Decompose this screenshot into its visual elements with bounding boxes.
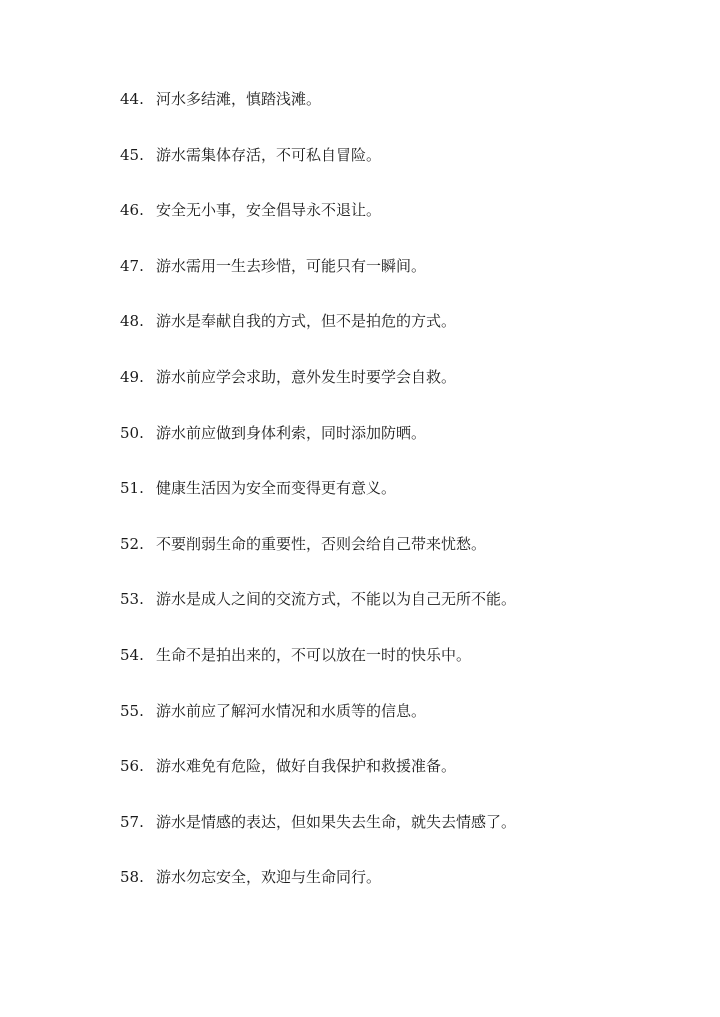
list-item — [120, 255, 680, 311]
item-number: 51. — [120, 479, 144, 498]
item-number: 47. — [120, 256, 144, 275]
list-item — [120, 422, 680, 478]
list-item — [120, 811, 680, 867]
item-text: 游水是成人之间的交流方式，不能以为自己无所不能。 — [156, 590, 517, 609]
item-text: 游水需用一生去珍惜，可能只有一瞬间。 — [156, 256, 427, 275]
item-text: 游水是情感的表达，但如果失去生命，就失去情感了。 — [156, 812, 517, 831]
item-number: 58. — [120, 868, 144, 887]
item-text: 健康生活因为安全而变得更有意义。 — [156, 479, 397, 498]
item-text: 河水多结滩，慎踏浅滩。 — [156, 90, 322, 108]
item-text: 游水难免有危险，做好自我保护和救援准备。 — [156, 757, 457, 776]
item-number: 56. — [120, 757, 144, 776]
item-number: 50. — [120, 423, 144, 442]
list-item — [120, 866, 680, 922]
item-text: 游水前应学会求助，意外发生时要学会自救。 — [156, 367, 457, 386]
numbered-list — [120, 88, 680, 922]
item-text: 游水前应了解河水情况和水质等的信息。 — [156, 701, 427, 720]
list-item — [120, 199, 680, 255]
list-item — [120, 477, 680, 533]
item-number: 57. — [120, 812, 144, 831]
list-item — [120, 144, 680, 200]
item-number: 48. — [120, 312, 144, 331]
item-text: 生命不是拍出来的，不可以放在一时的快乐中。 — [156, 645, 472, 664]
list-item — [120, 755, 680, 811]
item-text: 游水前应做到身体利索，同时添加防晒。 — [156, 423, 427, 442]
list-item — [120, 366, 680, 422]
list-item — [120, 310, 680, 366]
item-text: 游水勿忘安全，欢迎与生命同行。 — [156, 868, 382, 887]
item-text: 游水需集体存活，不可私自冒险。 — [156, 145, 382, 164]
item-number: 52. — [120, 534, 144, 553]
item-text: 不要削弱生命的重要性，否则会给自己带来忧愁。 — [156, 534, 487, 553]
item-number: 49. — [120, 367, 144, 386]
item-text: 游水是奉献自我的方式，但不是拍危的方式。 — [156, 312, 457, 331]
item-number: 55. — [120, 701, 144, 720]
item-text: 安全无小事，安全倡导永不退让。 — [156, 201, 382, 220]
list-item — [120, 700, 680, 756]
item-number: 46. — [120, 201, 144, 220]
item-number: 53. — [120, 590, 144, 609]
item-number: 54. — [120, 645, 144, 664]
list-item — [120, 533, 680, 589]
list-item — [120, 88, 680, 144]
item-number: 44. — [120, 90, 144, 108]
list-item — [120, 644, 680, 700]
item-number: 45. — [120, 145, 144, 164]
list-item — [120, 588, 680, 644]
